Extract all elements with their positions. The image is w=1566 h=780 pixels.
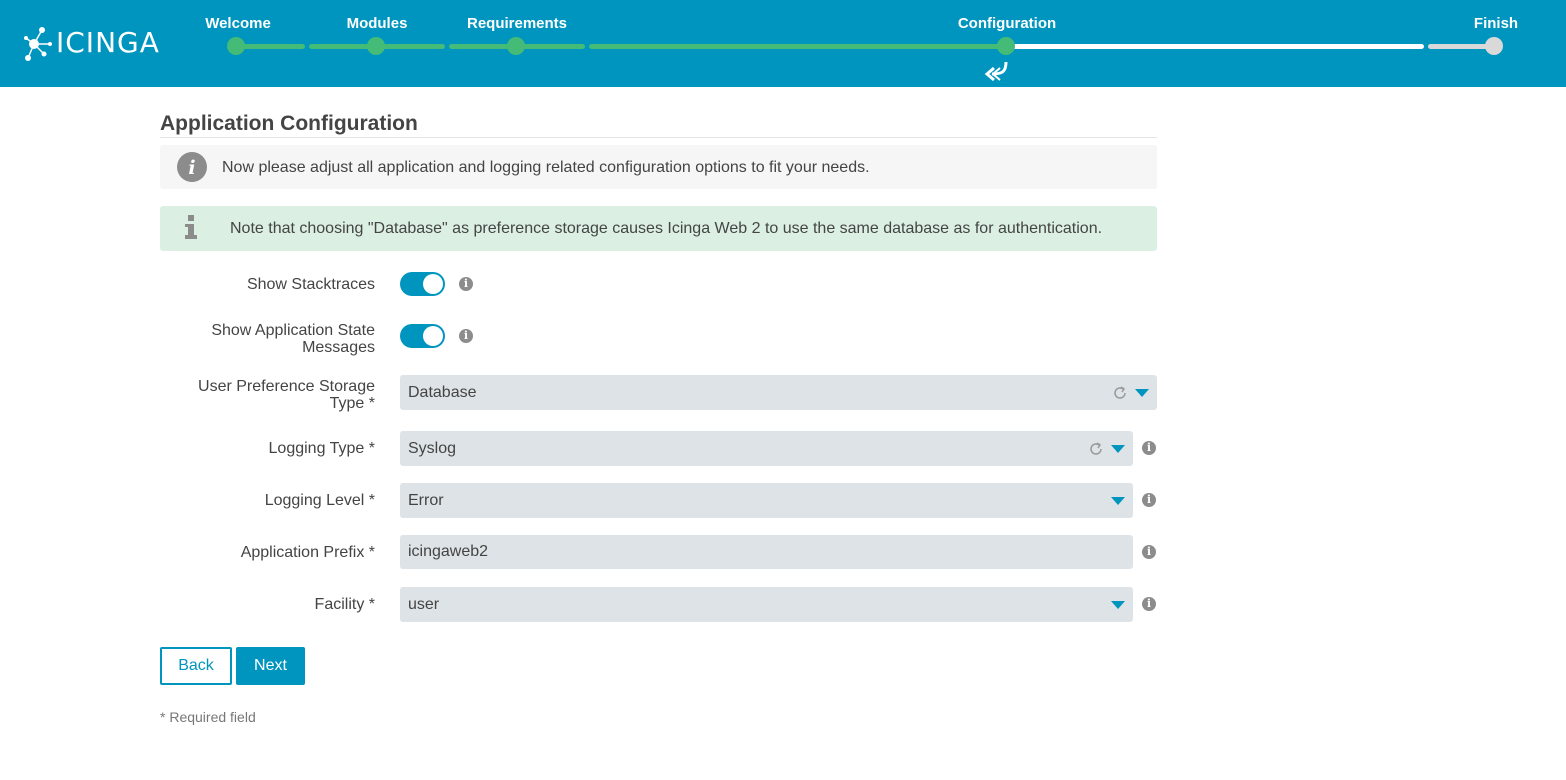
show-stacktraces-label: Show Stacktraces [246, 276, 375, 293]
step-configuration-label: Configuration [957, 15, 1057, 32]
pref-storage-value: Database [408, 384, 477, 401]
toggle-knob [423, 274, 443, 294]
app-prefix-input[interactable] [400, 535, 1133, 569]
show-app-state-toggle[interactable] [400, 324, 445, 348]
app-prefix-label: Application Prefix * [240, 544, 375, 561]
logging-type-select[interactable] [400, 431, 1133, 466]
info-message-text: Now please adjust all application and logging related configuration options to fit your needs. [222, 159, 870, 176]
facility-value: user [408, 596, 440, 613]
app-prefix-value: icingaweb2 [408, 543, 489, 560]
pref-storage-label-line1: User Preference Storage [198, 378, 375, 395]
step-welcome-dot[interactable] [227, 37, 245, 55]
logging-level-select[interactable] [400, 483, 1133, 518]
toggle-knob [423, 326, 443, 346]
step-welcome-label[interactable]: Welcome [205, 15, 271, 32]
pref-storage-label [198, 378, 375, 412]
refresh-icon [1112, 385, 1128, 401]
progress-segment-welcome [236, 44, 305, 49]
logging-level-value: Error [408, 492, 444, 509]
show-app-state-label [211, 322, 375, 356]
step-finish-dot [1485, 37, 1503, 55]
facility-label: Facility * [314, 596, 375, 613]
step-modules-dot[interactable] [367, 37, 385, 55]
note-message [160, 206, 1157, 251]
help-icon[interactable]: i [459, 329, 473, 343]
next-button[interactable]: Next [236, 647, 305, 685]
return-arrow-icon[interactable] [984, 58, 1012, 84]
title-divider [160, 137, 1157, 138]
page-title: Application Configuration [160, 112, 418, 135]
step-finish-label: Finish [1473, 15, 1519, 32]
pref-storage-select[interactable] [400, 375, 1157, 410]
chevron-down-icon [1111, 445, 1125, 453]
info-i-icon [184, 215, 198, 241]
refresh-icon [1088, 441, 1104, 457]
wizard-header [0, 0, 1566, 87]
help-icon[interactable]: i [1142, 545, 1156, 559]
help-icon[interactable]: i [1142, 441, 1156, 455]
help-icon[interactable]: i [1142, 493, 1156, 507]
show-app-state-label-line1: Show Application State [211, 322, 375, 339]
step-requirements-label[interactable]: Requirements [466, 15, 568, 32]
step-modules-label[interactable]: Modules [346, 15, 408, 32]
note-message-text: Note that choosing "Database" as preference storage causes Icinga Web 2 to use the same database as for authentication. [230, 220, 1103, 237]
show-app-state-label-line2: Messages [302, 339, 375, 356]
logo-wordmark: ICINGA [56, 26, 160, 59]
back-button[interactable]: Back [160, 647, 232, 685]
facility-select[interactable] [400, 587, 1133, 622]
chevron-down-icon [1111, 601, 1125, 609]
progress-segment-configuration-done [589, 44, 1006, 49]
step-requirements-dot[interactable] [507, 37, 525, 55]
required-field-note: * Required field [160, 709, 256, 725]
logging-type-label: Logging Type * [268, 440, 375, 457]
svg-text:i: i [188, 157, 196, 179]
help-icon[interactable]: i [1142, 597, 1156, 611]
logging-level-label: Logging Level * [264, 492, 375, 509]
logging-type-value: Syslog [408, 440, 457, 457]
chevron-down-icon [1111, 497, 1125, 505]
chevron-down-icon [1135, 389, 1149, 397]
help-icon[interactable]: i [459, 277, 473, 291]
pref-storage-label-line2: Type * [329, 395, 375, 412]
progress-segment-configuration-remaining [1006, 44, 1424, 49]
show-stacktraces-toggle[interactable] [400, 272, 445, 296]
step-configuration-dot [997, 37, 1015, 55]
info-message [160, 145, 1157, 189]
info-icon [177, 152, 207, 182]
